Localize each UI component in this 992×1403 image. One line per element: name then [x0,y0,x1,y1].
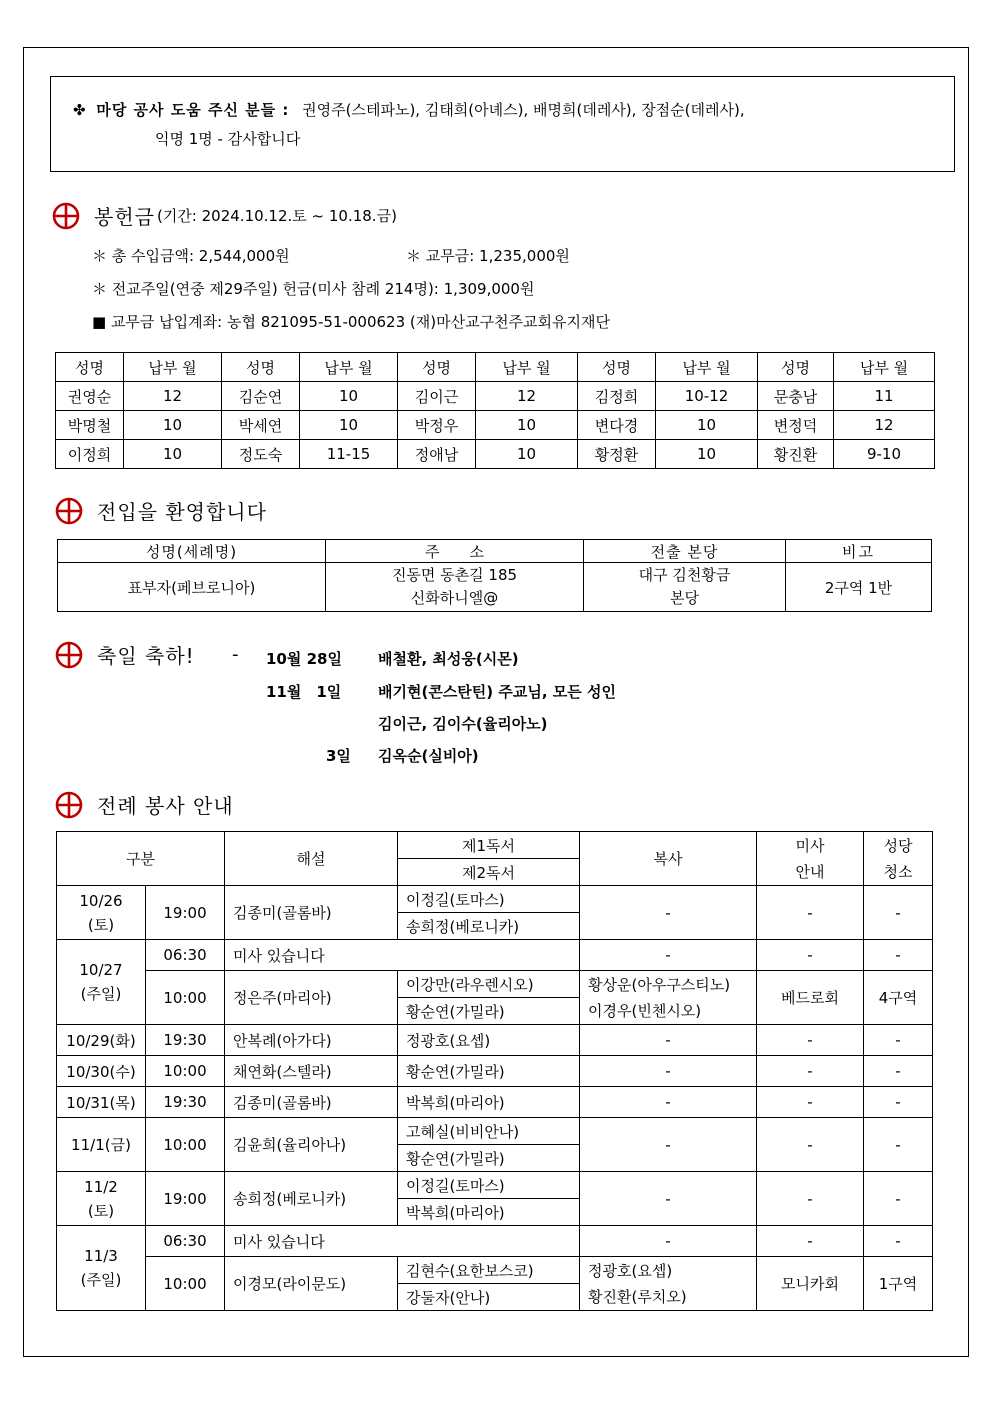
clean-cell: - [864,1056,933,1087]
time-cell: 19:00 [146,1172,225,1226]
table-row [56,382,935,411]
server-cell: - [580,886,757,940]
date-cell: 10/29(화) [57,1025,146,1056]
welcome-section-title [55,496,267,525]
header-server: 복사 [580,832,757,886]
reader-cell: 황순연(가밀라) [398,998,580,1025]
table-cell: 변정덕 [758,411,834,440]
header-commentary: 해설 [225,832,398,886]
reader-cell: 박복희(마리아) [398,1087,580,1118]
table-cell: 권영순 [56,382,124,411]
table-cell: 10 [124,440,222,469]
commentator-cell: 김윤희(율리아나) [225,1118,398,1172]
clean-cell: - [864,1118,933,1172]
offering-title: 봉헌금 [94,205,155,229]
reader-cell: 강둘자(안나) [398,1284,580,1311]
table-cell: 11-15 [300,440,398,469]
clean-cell: 1구역 [864,1257,933,1311]
guide-cell: - [757,1087,864,1118]
time-cell: 10:00 [146,1118,225,1172]
table-row [57,971,933,998]
date-line2: (주일) [80,1271,122,1289]
header-guide-line2: 안내 [795,862,825,881]
guide-cell: - [757,886,864,940]
table-cell: 황진환 [758,440,834,469]
server-cell: - [580,1087,757,1118]
reader-cell: 이정길(토마스) [398,886,580,913]
table-cell: 10-12 [656,382,758,411]
offering-header-row [56,353,935,382]
header-cell: 납부 월 [834,353,935,382]
welcome-note: 2구역 1반 [786,563,932,612]
offering-period: (기간: 2024.10.12.토 ~ 10.18.금) [156,207,397,225]
server-cell [580,1257,757,1311]
server-line2: 이경우(빈첸시오) [588,1001,702,1020]
header-cell: 성명 [758,353,834,382]
commentator-cell: 채연화(스텔라) [225,1056,398,1087]
header-guide-line1: 미사 [795,836,825,855]
date-line2: (주일) [80,985,122,1003]
date-line2: (토) [87,915,115,934]
table-row [58,563,932,612]
table-cell: 12 [834,411,935,440]
welcome-address-line2: 신화하니엘@ [410,589,499,607]
guide-cell: - [757,940,864,971]
table-cell: 정도숙 [222,440,300,469]
guide-cell: - [757,1025,864,1056]
guide-cell: - [757,1056,864,1087]
header-guide [757,832,864,886]
date-cell: 10/31(목) [57,1087,146,1118]
liturgy-header-row [57,832,933,859]
welcome-address-line1: 진동면 동촌길 185 [391,566,518,584]
table-cell: 10 [476,411,578,440]
header-cell: 납부 월 [124,353,222,382]
clean-cell: - [864,1025,933,1056]
offering-table [55,352,935,469]
date-line1: 10/27 [79,961,123,979]
guide-cell: 베드로회 [757,971,864,1025]
table-row [57,940,933,971]
date-cell [57,1172,146,1226]
circle-cross-icon [55,791,83,819]
table-cell: 박명철 [56,411,124,440]
offering-gyomu: ＊ 교무금: 1,235,000원 [406,247,570,265]
circle-cross-icon [52,202,80,230]
time-cell: 06:30 [146,940,225,971]
header-cell: 납부 월 [300,353,398,382]
table-cell: 김이근 [398,382,476,411]
server-line1: 황상운(아우구스티노) [588,975,731,994]
reader-cell: 김현수(요한보스코) [398,1257,580,1284]
offering-total: ＊ 총 수입금액: 2,544,000원 [92,247,290,265]
table-row [57,1056,933,1087]
table-cell: 김정희 [578,382,656,411]
table-row [57,1226,933,1257]
header-cell: 납부 월 [656,353,758,382]
header-cell: 성명 [578,353,656,382]
commentator-cell: 이경모(라이문도) [225,1257,398,1311]
header-cell: 비고 [786,540,932,563]
date-cell: 11/1(금) [57,1118,146,1172]
table-row [57,1025,933,1056]
table-cell: 이정희 [56,440,124,469]
reader-cell: 황순연(가밀라) [398,1056,580,1087]
header-cell: 주 소 [326,540,584,563]
thanks-box [50,76,955,172]
feast-names-3: 김이근, 김이수(율리아노) [378,715,548,733]
table-cell: 10 [124,411,222,440]
table-row [57,1257,933,1284]
header-cell: 성명 [222,353,300,382]
thanks-label: 마당 공사 도움 주신 분들 : [96,101,290,119]
feast-date-1: 10월 28일 [266,650,342,668]
feast-names-2: 배기현(콘스탄틴) 주교님, 모든 성인 [378,683,616,701]
reader-cell: 송희정(베로니카) [398,913,580,940]
circle-cross-icon [55,641,83,669]
time-cell: 06:30 [146,1226,225,1257]
thanks-line1 [73,99,745,120]
table-cell: 10 [656,440,758,469]
reader-cell: 이정길(토마스) [398,1172,580,1199]
server-cell: - [580,1118,757,1172]
thanks-names: 권영주(스테파노), 김태희(아녜스), 배명희(데레사), 장점순(데레사), [302,101,745,119]
guide-cell: - [757,1172,864,1226]
welcome-parish-line2: 본당 [670,589,699,607]
table-cell: 정애남 [398,440,476,469]
table-cell: 변다경 [578,411,656,440]
table-row [57,886,933,913]
feast-date-4: 3일 [326,747,351,765]
date-cell [57,940,146,1025]
table-cell: 문충남 [758,382,834,411]
commentator-cell: 김종미(골롬바) [225,1087,398,1118]
welcome-header-row [58,540,932,563]
offering-section-title [52,201,397,230]
header-clean-line2: 청소 [883,862,913,881]
mass-note-cell: 미사 있습니다 [225,940,580,971]
header-cell: 성명(세례명) [58,540,326,563]
reader-cell: 박복희(마리아) [398,1199,580,1226]
welcome-table [57,539,932,612]
server-cell: - [580,1056,757,1087]
date-cell: 10/30(수) [57,1056,146,1087]
server-cell: - [580,1025,757,1056]
time-cell: 10:00 [146,971,225,1025]
header-clean [864,832,933,886]
welcome-parish [584,563,786,612]
table-cell: 11 [834,382,935,411]
time-cell: 19:30 [146,1025,225,1056]
welcome-address [326,563,584,612]
clean-cell: - [864,1087,933,1118]
header-clean-line1: 성당 [883,836,913,855]
table-row [56,411,935,440]
clean-cell: - [864,1226,933,1257]
welcome-name: 표부자(페브로니아) [58,563,326,612]
header-reading1: 제1독서 [398,832,580,859]
date-line2: (토) [87,1201,115,1220]
table-cell: 박세연 [222,411,300,440]
guide-cell: - [757,1226,864,1257]
table-cell: 황정환 [578,440,656,469]
time-cell: 10:00 [146,1257,225,1311]
header-reading2: 제2독서 [398,859,580,886]
date-line1: 11/3 [84,1247,118,1265]
liturgy-table [56,831,933,1311]
clean-cell: 4구역 [864,971,933,1025]
feast-title: 축일 축하! [97,644,195,668]
header-cell: 전출 본당 [584,540,786,563]
reader-cell: 황순연(가밀라) [398,1145,580,1172]
guide-cell: 모니카회 [757,1257,864,1311]
table-row [56,440,935,469]
table-row [57,1172,933,1199]
feast-names-4: 김옥순(실비아) [378,747,479,765]
feast-section-title [55,640,195,669]
clean-cell: - [864,886,933,940]
feast-date-2: 11월 1일 [266,683,342,701]
clean-cell: - [864,940,933,971]
time-cell: 10:00 [146,1056,225,1087]
commentator-cell: 송희정(베로니카) [225,1172,398,1226]
liturgy-section-title [55,790,234,819]
server-cell: - [580,940,757,971]
thanks-line2: 익명 1명 - 감사합니다 [155,130,301,148]
table-cell: 10 [656,411,758,440]
guide-cell: - [757,1118,864,1172]
commentator-cell: 안복례(아가다) [225,1025,398,1056]
table-cell: 9-10 [834,440,935,469]
commentator-cell: 정은주(마리아) [225,971,398,1025]
feast-names-1: 배철환, 최성웅(시몬) [378,650,519,668]
commentator-cell: 김종미(골롬바) [225,886,398,940]
date-line1: 10/26 [79,891,123,910]
server-cell: - [580,1226,757,1257]
clean-cell: - [864,1172,933,1226]
table-cell: 10 [300,382,398,411]
server-cell: - [580,1172,757,1226]
reader-cell: 고혜실(비비안나) [398,1118,580,1145]
table-cell: 10 [476,440,578,469]
header-cell: 성명 [398,353,476,382]
header-division: 구분 [57,832,225,886]
header-cell: 성명 [56,353,124,382]
mass-note-cell: 미사 있습니다 [225,1226,580,1257]
table-cell: 박정우 [398,411,476,440]
offering-account: ■ 교무금 납입계좌: 농협 821095-51-000623 (재)마산교구천주교회유지재단 [92,313,610,331]
date-cell [57,886,146,940]
date-line1: 11/2 [84,1177,118,1196]
server-line1: 정광호(요셉) [588,1261,673,1280]
flower-icon: ✤ [73,101,86,119]
time-cell: 19:00 [146,886,225,940]
feast-dash: - [232,644,239,665]
table-cell: 12 [476,382,578,411]
table-cell: 12 [124,382,222,411]
reader-cell: 정광호(요셉) [398,1025,580,1056]
welcome-parish-line1: 대구 김천황금 [638,566,731,584]
table-row [57,1118,933,1145]
circle-cross-icon [55,497,83,525]
liturgy-title: 전례 봉사 안내 [97,794,234,818]
table-row [57,1087,933,1118]
table-cell: 김순연 [222,382,300,411]
offering-mission: ＊ 전교주일(연중 제29주일) 헌금(미사 참례 214명): 1,309,000원 [92,280,535,298]
header-cell: 납부 월 [476,353,578,382]
time-cell: 19:30 [146,1087,225,1118]
date-cell [57,1226,146,1311]
server-line2: 황진환(루치오) [588,1287,687,1306]
server-cell [580,971,757,1025]
welcome-title: 전입을 환영합니다 [97,500,267,524]
table-cell: 10 [300,411,398,440]
reader-cell: 이강만(라우렌시오) [398,971,580,998]
